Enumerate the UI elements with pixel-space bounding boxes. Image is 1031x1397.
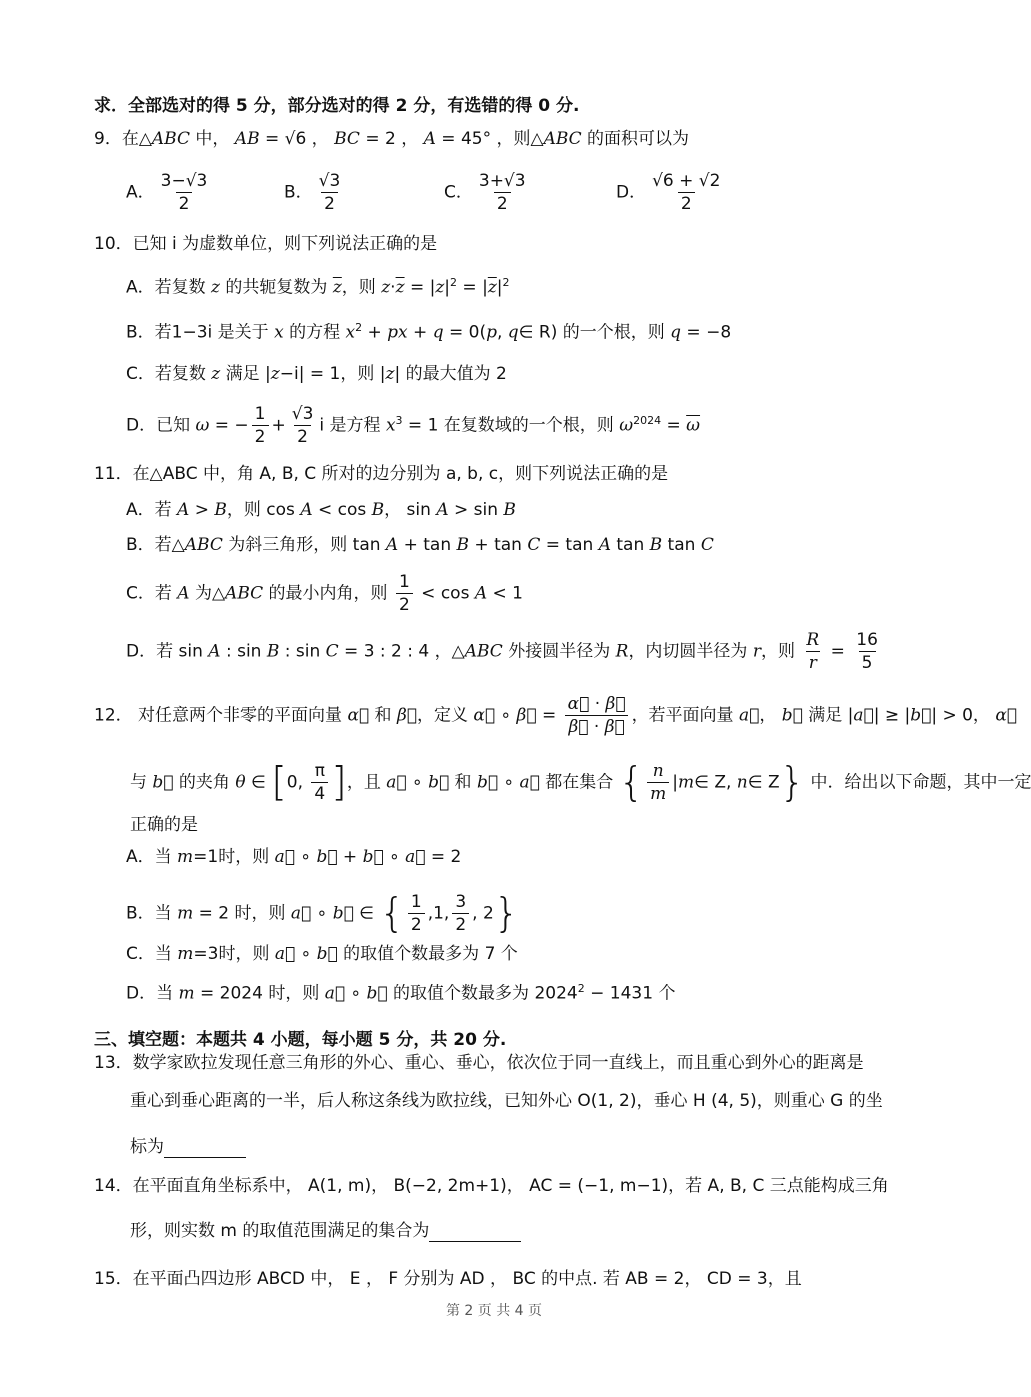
q11-option-c[interactable]: C．若 A 为△ABC 的最小内角，则 $\frac{1}{2}$ < cos A < 1 (126, 572, 523, 615)
q10-option-a[interactable]: A．若复数 z 的共轭复数为 $\overline{z}$，则 $z\cdot\overline{z} = |z|^2 = |\overline{z}|^2$ (126, 276, 510, 298)
q10-option-d[interactable]: D．已知 ω = − $\frac{1}{2}$ + $\frac{√3}{2}$ i 是方程 $x^3 = 1$ 在复数域的一个根，则 $\omega^{2024} = \overline{\omega}$ (126, 404, 701, 447)
question-10-stem: 10．已知 i 为虚数单位，则下列说法正确的是 (94, 234, 438, 254)
q11-option-d[interactable]: D．若 sin A : sin B : sin C = 3 : 2 : 4 ，△ABC 外接圆半径为 R，内切圆半径为 r，则 $\frac{R}{r}$ = $\frac{16}{5}$ (126, 630, 878, 673)
section-3-heading: 三、填空题：本题共 4 小题，每小题 5 分，共 20 分. (94, 1030, 507, 1050)
page-footer: 第 2 页 共 4 页 (445, 1303, 543, 1319)
question-11-stem: 11．在△ABC 中，角 A, B, C 所对的边分别为 a, b, c，则下列说法正确的是 (94, 464, 669, 484)
q10-option-b[interactable]: B．若1−3i 是关于 x 的方程 $x^2$ + px + q = 0(p, q∈ R) 的一个根，则 q = −8 (126, 321, 732, 343)
q12-option-a[interactable]: A．当 m=1时，则 a⃗ ∘ b⃗ + b⃗ ∘ a⃗ = 2 (126, 847, 462, 867)
answer-blank-13[interactable] (164, 1139, 246, 1158)
q12-option-b[interactable]: B．当 m = 2 时，则 a⃗ ∘ b⃗ ∈ { $\frac{1}{2}$ ,1, $\frac{3}{2}$ , 2} (126, 890, 520, 937)
q12-option-c[interactable]: C．当 m=3时，则 a⃗ ∘ b⃗ 的取值个数最多为 7 个 (126, 944, 518, 964)
q10-option-c[interactable]: C．若复数 z 满足 |z−i| = 1，则 |z| 的最大值为 2 (126, 364, 507, 384)
q9-option-d[interactable]: D． $\frac{√6 + √2}{2}$ (616, 171, 721, 214)
question-14-line1: 14．在平面直角坐标系中， A(1, m)， B(−2, 2m+1)， AC = (−1, m−1)，若 A, B, C 三点能构成三角 (94, 1176, 889, 1196)
q11-option-b[interactable]: B．若△ABC 为斜三角形，则 tan A + tan B + tan C = tan A tan B tan C (126, 535, 714, 555)
question-13-line2: 重心到垂心距离的一半，后人称这条线为欧拉线，已知外心 O(1, 2)，垂心 H (4, 5)，则重心 G 的坐 (130, 1091, 883, 1111)
q9-option-c[interactable]: C． $\frac{3+√3}{2}$ (444, 171, 526, 214)
question-15-line1: 15．在平面凸四边形 ABCD 中， E ， F 分别为 AD ， BC 的中点. 若 AB = 2， CD = 3，且 (94, 1269, 802, 1289)
q11-option-a[interactable]: A．若 A > B，则 cos A < cos B， sin A > sin B (126, 500, 516, 520)
q9-option-a[interactable]: A． $\frac{3-√3}{2}$ (126, 171, 208, 214)
q12-option-d[interactable]: D．当 m = 2024 时，则 a⃗ ∘ b⃗ 的取值个数最多为 $2024^2 - 1431$ 个 (126, 982, 676, 1004)
instruction-header: 求．全部选对的得 5 分，部分选对的得 2 分，有选错的得 0 分. (94, 96, 580, 116)
question-12-stem-line2: 与 b⃗ 的夹角 θ ∈ [0, $\frac{\pi}{4}$ ]，且 a⃗ ∘ b⃗ 和 b⃗ ∘ a⃗ 都在集合 { $\frac{n}{m}$ |m∈ Z, n∈ Z} 中．给出以下命题，其中一定 (130, 759, 1031, 806)
answer-blank-14[interactable] (429, 1223, 521, 1242)
question-14-line2: 形，则实数 m 的取值范围满足的集合为 (130, 1220, 521, 1242)
question-12-stem-line1: 12． 对任意两个非零的平面向量 α⃗ 和 β⃗，定义 α⃗ ∘ β⃗ = $\frac{\alpha⃗ \cdot \beta⃗}{\beta⃗ \cdot \beta⃗}$ ，若平面向量 a⃗， b⃗ 满足 |a⃗| ≥ |b⃗| > 0， α⃗ (94, 694, 1017, 737)
q9-option-b[interactable]: B． $\frac{√3}{2}$ (284, 171, 341, 214)
question-9-stem: 9．在△ABC 中， AB = √6 ， BC = 2 ， A = 45° ，则△ABC 的面积可以为 (94, 129, 690, 149)
question-13-line3: 标为 (130, 1136, 246, 1158)
question-13-line1: 13．数学家欧拉发现任意三角形的外心、重心、垂心，依次位于同一直线上，而且重心到外心的距离是 (94, 1053, 864, 1073)
question-12-stem-line3: 正确的是 (130, 815, 198, 835)
